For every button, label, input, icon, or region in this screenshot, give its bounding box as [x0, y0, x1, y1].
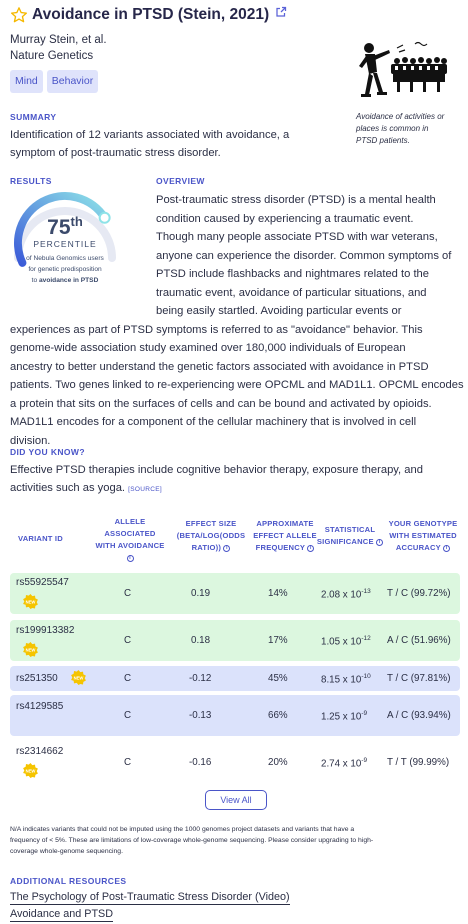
overview-label: OVERVIEW — [156, 176, 205, 186]
summary-text-line1: Identification of 12 variants associated with avoidance, a — [10, 129, 290, 141]
genotype: A / C (93.94%) — [387, 710, 451, 721]
tag-list — [10, 70, 98, 93]
frequency: 14% — [268, 588, 288, 599]
header-significance: STATISTICAL SIGNIFICANCE i — [315, 524, 385, 548]
tag-behavior[interactable]: Behavior — [47, 70, 98, 93]
table-row[interactable] — [10, 666, 460, 691]
table-row[interactable] — [10, 740, 460, 781]
allele: C — [124, 757, 132, 768]
star-icon[interactable] — [10, 6, 28, 24]
significance: 2.08 x $10^{-13}$ — [321, 588, 371, 601]
avoidance-illustration — [355, 38, 450, 106]
allele: C — [124, 635, 132, 646]
percentile-value: 75th — [47, 214, 83, 239]
info-icon[interactable]: i — [376, 539, 383, 546]
variant-id[interactable]: rs4129585 — [16, 701, 64, 712]
new-badge-icon — [23, 594, 38, 609]
significance: 1.25 x $10^{-9}$ — [321, 710, 368, 723]
info-icon[interactable]: i — [443, 545, 450, 552]
percentile-label: PERCENTILE — [33, 239, 97, 249]
table-row[interactable] — [10, 620, 460, 661]
frequency: 17% — [268, 635, 288, 646]
summary-label: SUMMARY — [10, 112, 57, 122]
table-row[interactable] — [10, 695, 460, 736]
results-label: RESULTS — [10, 176, 52, 186]
variant-id[interactable]: rs251350 — [16, 673, 58, 684]
svg-text:NEW: NEW — [25, 647, 36, 653]
significance: 8.15 x $10^{-10}$ — [321, 673, 371, 686]
allele: C — [124, 710, 132, 721]
new-badge-icon — [23, 763, 38, 778]
info-icon[interactable]: i — [127, 555, 134, 562]
variant-id[interactable]: rs199913382 — [16, 625, 75, 636]
genotype: A / C (51.96%) — [387, 635, 451, 646]
new-badge-icon — [71, 670, 86, 685]
table-row[interactable] — [10, 573, 460, 614]
allele: C — [124, 588, 132, 599]
frequency: 20% — [268, 757, 288, 768]
allele: C — [124, 673, 132, 684]
genotype: T / C (99.72%) — [387, 588, 451, 599]
tag-mind[interactable]: Mind — [10, 70, 43, 93]
info-icon[interactable]: i — [307, 545, 314, 552]
additional-resources-label: ADDITIONAL RESOURCES — [10, 876, 127, 886]
header-variant-id: VARIANT ID — [18, 534, 63, 543]
page-title: Avoidance in PTSD (Stein, 2021) — [32, 6, 270, 23]
new-badge-icon — [23, 642, 38, 657]
external-link-icon[interactable] — [275, 6, 287, 18]
effect-size: 0.18 — [191, 635, 211, 646]
illustration-caption: Avoidance of activities or places is common in PTSD patients. — [356, 112, 445, 145]
svg-text:NEW: NEW — [73, 675, 84, 681]
footnote: N/A indicates variants that could not be imputed using the 1000 genomes project datasets and variants that have a frequency of < 5%. These are limitations of low-coverage whole-genome sequencing. Please consider upgrading to high- coverage whole-genome sequencing. — [10, 826, 374, 855]
effect-size: -0.16 — [189, 757, 212, 768]
journal-name: Nature Genetics — [10, 50, 94, 62]
article-header — [10, 4, 458, 26]
resource-link-video[interactable]: The Psychology of Post-Traumatic Stress Disorder (Video) — [10, 891, 290, 903]
svg-text:NEW: NEW — [25, 599, 36, 605]
resource-link-avoidance[interactable]: Avoidance and PTSD — [10, 908, 114, 920]
frequency: 66% — [268, 710, 288, 721]
significance: 1.05 x $10^{-12}$ — [321, 635, 371, 648]
header-allele: ALLELE ASSOCIATED WITH AVOIDANCE i — [95, 517, 165, 561]
did-you-know-label: DID YOU KNOW? — [10, 447, 85, 457]
source-link[interactable]: [SOURCE] — [128, 486, 162, 493]
percentile-description: of Nebula Genomics users for genetic predisposition to avoidance in PTSD — [26, 255, 104, 284]
did-you-know-line1: Effective PTSD therapies include cognitive behavior therapy, exposure therapy, and — [10, 464, 423, 476]
svg-text:NEW: NEW — [25, 768, 36, 774]
genotype: T / T (99.99%) — [387, 757, 450, 768]
effect-size: 0.19 — [191, 588, 211, 599]
effect-size: -0.12 — [189, 673, 212, 684]
variant-id[interactable]: rs55925547 — [16, 577, 69, 588]
variant-table-header — [10, 516, 462, 570]
header-frequency: APPROXIMATE EFFECT ALLELE FREQUENCY i — [253, 519, 317, 552]
effect-size: -0.13 — [189, 710, 212, 721]
header-genotype: YOUR GENOTYPE WITH ESTIMATED ACCURACY i — [388, 519, 458, 552]
authors: Murray Stein, et al. — [10, 34, 107, 46]
summary-text-line2: symptom of post-traumatic stress disorder. — [10, 147, 221, 159]
header-effect-size: EFFECT SIZE (BETA/LOG(ODDS RATIO)) i — [176, 519, 246, 552]
significance: 2.74 x $10^{-9}$ — [321, 757, 368, 770]
view-all-button[interactable]: View All — [205, 790, 267, 810]
variant-id[interactable]: rs2314662 — [16, 746, 64, 757]
info-icon[interactable]: i — [223, 545, 230, 552]
did-you-know-line2: activities such as yoga. [SOURCE] — [10, 482, 162, 494]
frequency: 45% — [268, 673, 288, 684]
title-row — [10, 4, 458, 26]
genotype: T / C (97.81%) — [387, 673, 451, 684]
